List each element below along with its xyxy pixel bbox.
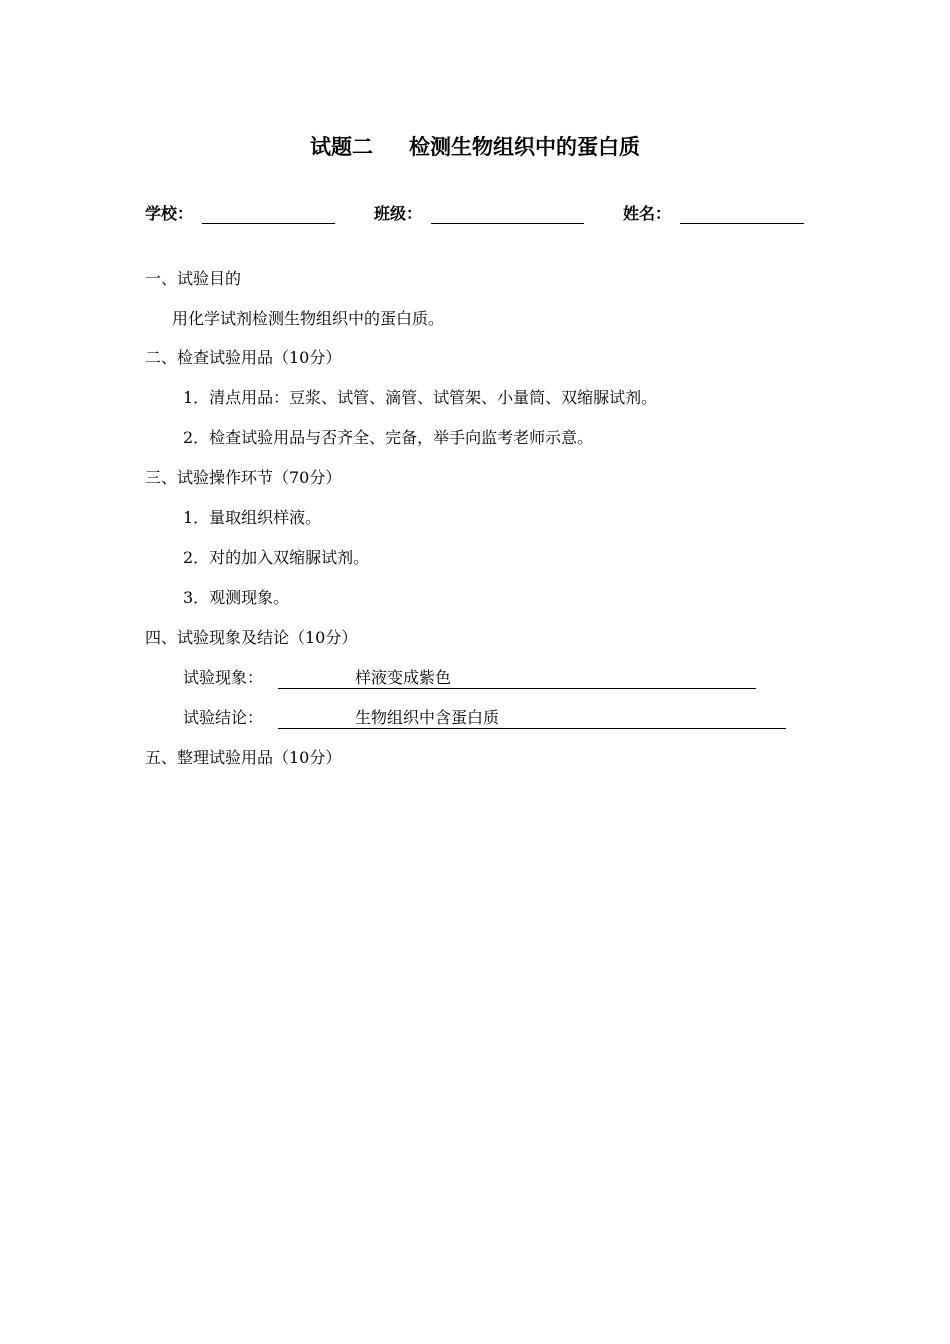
class-label: 班级：: [374, 204, 423, 223]
name-label: 姓名：: [623, 204, 672, 223]
section-heading-check-items: 二、检查试验用品（10分）: [145, 348, 342, 367]
operation-step-1: 1．量取组织样液。: [183, 508, 322, 527]
school-blank[interactable]: [202, 223, 335, 224]
answer-conclusion-value: 生物组织中含蛋白质: [355, 708, 500, 727]
answer-conclusion-label: 试验结论：: [183, 708, 264, 727]
check-item-1: 1．清点用品：豆浆、试管、滴管、试管架、小量筒、双缩脲试剂。: [183, 388, 658, 407]
purpose-text: 用化学试剂检测生物组织中的蛋白质。: [172, 309, 445, 328]
answer-phenomenon: [183, 666, 763, 692]
check-item-2: 2．检查试验用品与否齐全、完备，举手向监考老师示意。: [183, 428, 594, 447]
school-label: 学校：: [145, 204, 194, 223]
answer-conclusion: [183, 706, 793, 732]
section-heading-results: 四、试验现象及结论（10分）: [145, 628, 358, 647]
section-heading-operation: 三、试验操作环节（70分）: [145, 468, 342, 487]
title-part-2: 检测生物组织中的蛋白质: [409, 135, 640, 159]
answer-phenomenon-label: 试验现象：: [183, 668, 264, 687]
section-heading-cleanup: 五、整理试验用品（10分）: [145, 748, 342, 767]
class-blank[interactable]: [431, 223, 584, 224]
title-part-1: 试题二: [310, 135, 373, 159]
operation-step-2: 2．对的加入双缩脲试剂。: [183, 548, 370, 567]
section-heading-purpose: 一、试验目的: [145, 269, 242, 288]
answer-phenomenon-underline: [278, 688, 756, 689]
operation-step-3: 3．观测现象。: [183, 588, 290, 607]
answer-phenomenon-value: 样液变成紫色: [355, 668, 452, 687]
page-title: [0, 132, 950, 162]
name-blank[interactable]: [680, 223, 804, 224]
